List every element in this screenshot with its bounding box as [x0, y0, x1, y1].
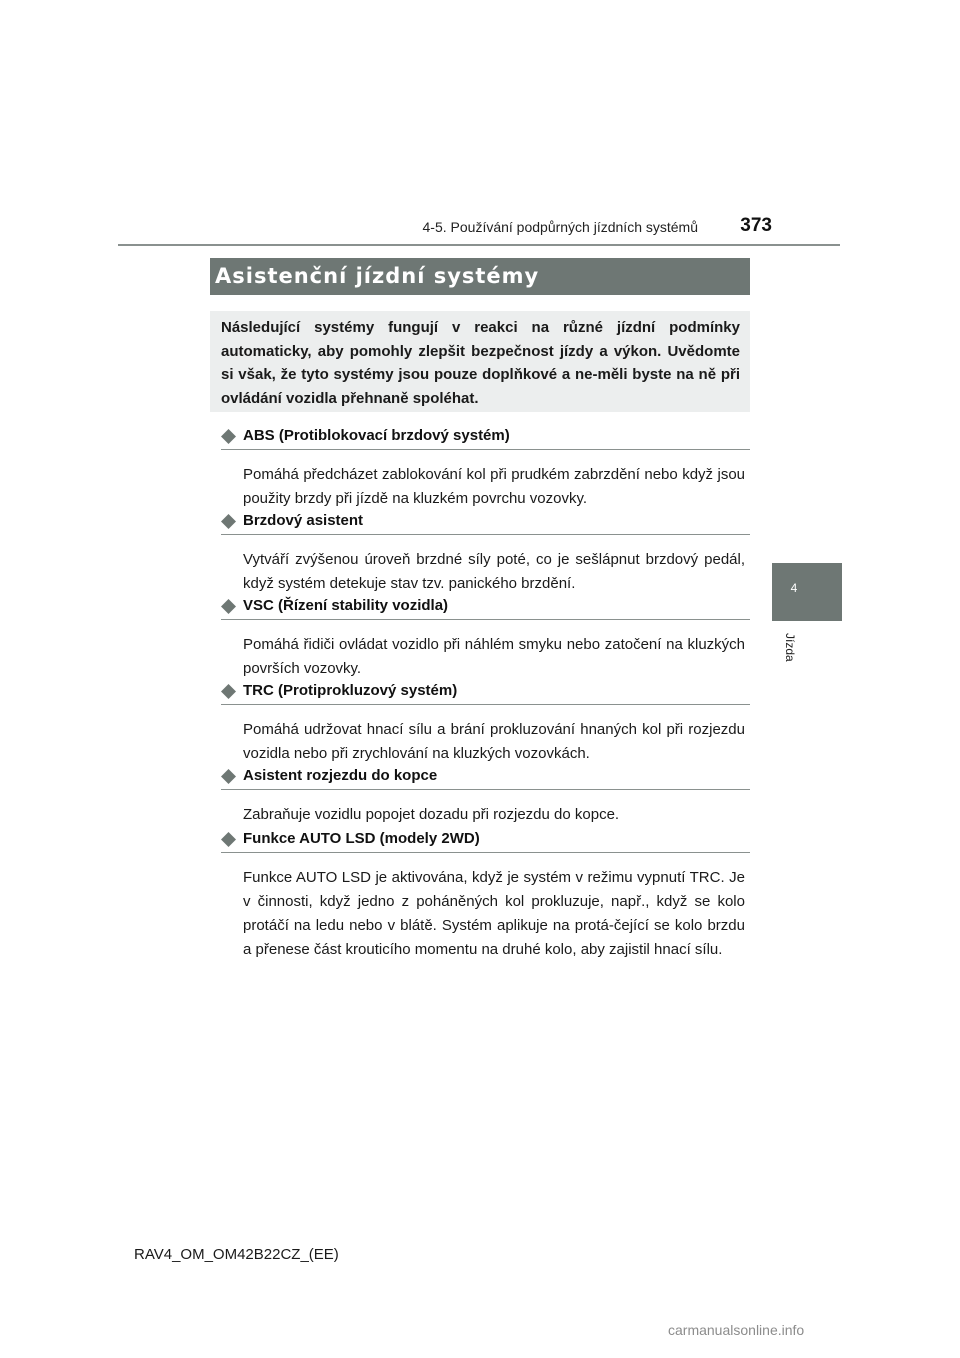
feature-heading — [221, 830, 750, 853]
feature-heading-text: ABS (Protiblokovací brzdový systém) — [243, 427, 510, 444]
section-title: 4-5. Používání podpůrných jízdních systémů — [422, 219, 698, 235]
feature-heading — [221, 767, 750, 790]
diamond-bullet-icon — [221, 769, 236, 784]
feature-description: Pomáhá předcházet zablokování kol při prudkém zabrzdění nebo když jsou použity brzdy při jízdě na kluzkém povrchu vozovky. — [243, 466, 745, 507]
title-bar — [210, 258, 750, 295]
intro-box — [210, 311, 750, 412]
header-rule — [118, 244, 840, 246]
feature-heading-text: Asistent rozjezdu do kopce — [243, 767, 438, 784]
feature-description: Pomáhá řidiči ovládat vozidlo při náhlém smyku nebo zatočení na kluzkých površích vozovky. — [243, 636, 745, 677]
page-title: Asistenční jízdní systémy — [215, 264, 540, 288]
feature-auto-lsd — [221, 830, 750, 962]
document-code: RAV4_OM_OM42B22CZ_(EE) — [134, 1246, 339, 1263]
feature-heading-text: Brzdový asistent — [243, 512, 364, 529]
feature-description: Pomáhá udržovat hnací sílu a brání prokluzování hnaných kol při rozjezdu vozidla nebo při zrychlování na kluzkých vozovkách. — [243, 721, 745, 762]
diamond-bullet-icon — [221, 684, 236, 699]
feature-brake-assist — [221, 512, 750, 596]
feature-heading — [221, 512, 750, 535]
diamond-bullet-icon — [221, 599, 236, 614]
feature-heading — [221, 682, 750, 705]
diamond-bullet-icon — [221, 429, 236, 444]
running-header — [118, 215, 840, 246]
diamond-bullet-icon — [221, 514, 236, 529]
feature-description: Vytváří zvýšenou úroveň brzdné síly poté, co je sešlápnut brzdový pedál, když systém detekuje stav tzv. panického brzdění. — [243, 551, 745, 592]
page-number: 373 — [740, 215, 772, 236]
chapter-label-text: Jízda — [783, 633, 797, 662]
feature-heading — [221, 427, 750, 450]
intro-text: Následující systémy fungují v reakci na různé jízdní podmínky automaticky, aby pomohly zlepšit bezpečnost jízdy a výkon. Uvědomte si však, že tyto systémy jsou pouze doplňkové a ne-měli byste na ně při ovládání vozidla přehnaně spoléhat. — [221, 319, 740, 407]
feature-hill-start-assist — [221, 767, 750, 827]
chapter-tab — [772, 563, 842, 621]
feature-description: Zabraňuje vozidlu popojet dozadu při rozjezdu do kopce. — [243, 806, 620, 823]
feature-heading-text: Funkce AUTO LSD (modely 2WD) — [243, 830, 480, 847]
feature-trc — [221, 682, 750, 766]
diamond-bullet-icon — [221, 832, 236, 847]
chapter-number: 4 — [790, 581, 798, 595]
feature-description: Funkce AUTO LSD je aktivována, když je systém v režimu vypnutí TRC. Je v činnosti, když jedno z poháněných kol prokluzuje, např., když se kolo protáčí na ledu nebo v blátě. Systém aplikuje na protá-čející se kolo brzdu a přenese část krouticího momentu na druhé kolo, aby zajistil hnací sílu. — [243, 869, 745, 958]
chapter-label — [783, 633, 799, 673]
feature-abs — [221, 427, 750, 511]
feature-heading-text: VSC (Řízení stability vozidla) — [243, 597, 449, 614]
feature-heading-text: TRC (Protiprokluzový systém) — [243, 682, 458, 699]
feature-heading — [221, 597, 750, 620]
feature-vsc — [221, 597, 750, 681]
watermark: carmanualsonline.info — [668, 1322, 805, 1338]
